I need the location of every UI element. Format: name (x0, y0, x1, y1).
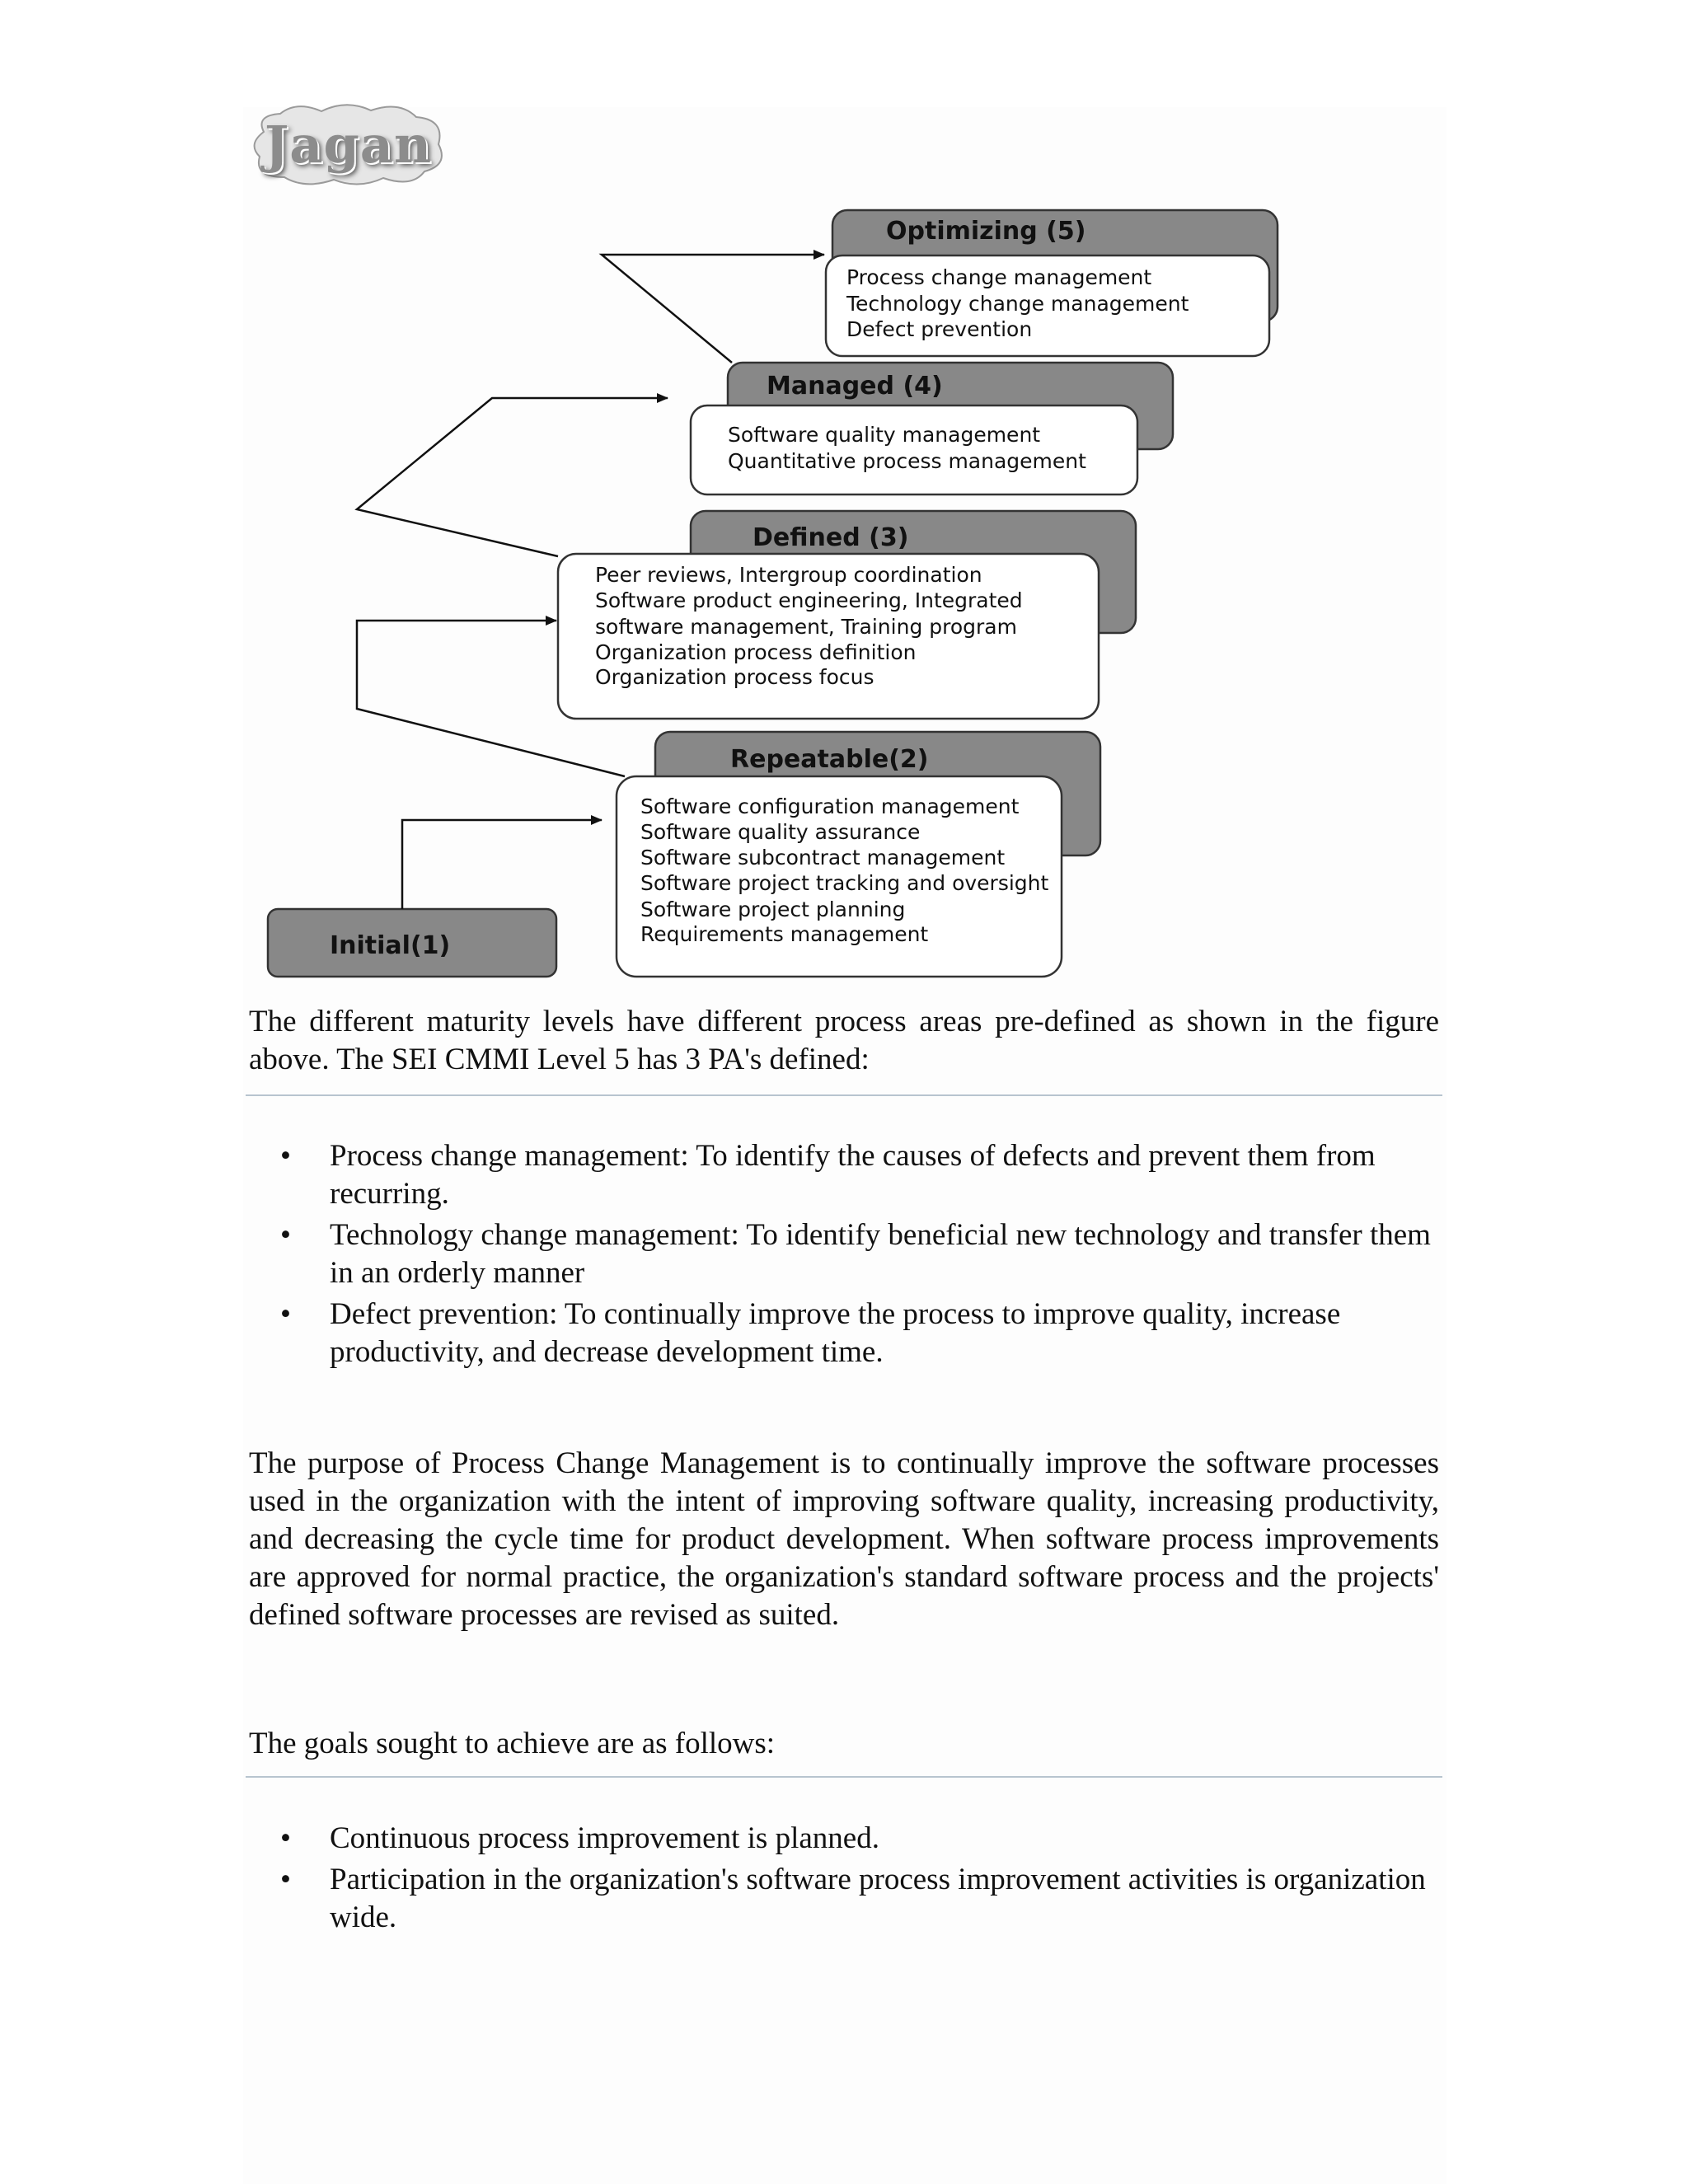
list-item: • Continuous process improvement is planned. (280, 1820, 1451, 1858)
level-defined-item: Organization process definition (595, 640, 917, 664)
level-repeatable-item: Software configuration management (640, 794, 1020, 818)
list-item: • Technology change management: To identify beneficial new technology and transfer them in an orderly manner (280, 1216, 1451, 1292)
level-repeatable-item: Software project tracking and oversight (640, 871, 1049, 895)
level-optimizing-title: Optimizing (5) (886, 217, 1086, 246)
level-managed-item: Quantitative process management (728, 449, 1086, 473)
level-defined-item: Organization process focus (595, 665, 874, 689)
level-managed-title: Managed (4) (767, 372, 943, 401)
level-initial-title: Initial(1) (330, 931, 451, 960)
level-defined-item: software management, Training program (595, 615, 1017, 639)
level-optimizing-item: Process change management (846, 265, 1152, 289)
level-repeatable-item: Software subcontract management (640, 846, 1006, 869)
list-item: • Process change management: To identify the causes of defects and prevent them from recurring. (280, 1137, 1451, 1213)
intro-paragraph: The different maturity levels have different process areas pre-defined as shown in the figure above. The SEI CMMI Level 5 has 3 PA's defined: (249, 1005, 1439, 1076)
level-defined-item: Software product engineering, Integrated (595, 588, 1023, 612)
arrow-initial-to-repeatable (402, 820, 602, 909)
level-managed-item: Software quality management (728, 423, 1041, 447)
goals-list (280, 1820, 1451, 1940)
level-initial (268, 909, 556, 977)
level-managed (691, 363, 1173, 494)
level-optimizing-item: Defect prevention (846, 317, 1033, 341)
level-repeatable-item: Software project planning (640, 898, 906, 921)
level-optimizing (826, 210, 1278, 356)
purpose-paragraph: The purpose of Process Change Management is to continually improve the software processes used in the organization with the intent of improving software quality, increasing productivity, and decreasing the cycle time for product development. When software process improvements are approved for normal practice, the organization's standard software process and the projects' defined software processes are revised as suited. (249, 1446, 1439, 1632)
level-repeatable (617, 732, 1100, 977)
level-defined-item: Peer reviews, Intergroup coordination (595, 563, 982, 587)
logo-text: Jagan (264, 114, 433, 175)
arrow-managed-to-optimizing (602, 255, 824, 363)
level-optimizing-item: Technology change management (846, 292, 1189, 316)
level-repeatable-item: Requirements management (640, 922, 929, 946)
goals-intro: The goals sought to achieve are as follows: (249, 1727, 776, 1760)
level-defined (558, 511, 1136, 719)
divider (246, 1776, 1442, 1778)
process-area-list (280, 1137, 1451, 1375)
arrow-defined-to-managed (357, 398, 668, 556)
list-item: • Participation in the organization's software process improvement activities is organization wide. (280, 1861, 1451, 1937)
maturity-level-diagram (0, 0, 1688, 989)
list-item: • Defect prevention: To continually improve the process to improve quality, increase productivity, and decrease development time. (280, 1296, 1451, 1371)
level-defined-title: Defined (3) (753, 523, 909, 552)
level-repeatable-title: Repeatable(2) (730, 745, 929, 774)
level-repeatable-item: Software quality assurance (640, 820, 921, 844)
divider (246, 1094, 1442, 1096)
